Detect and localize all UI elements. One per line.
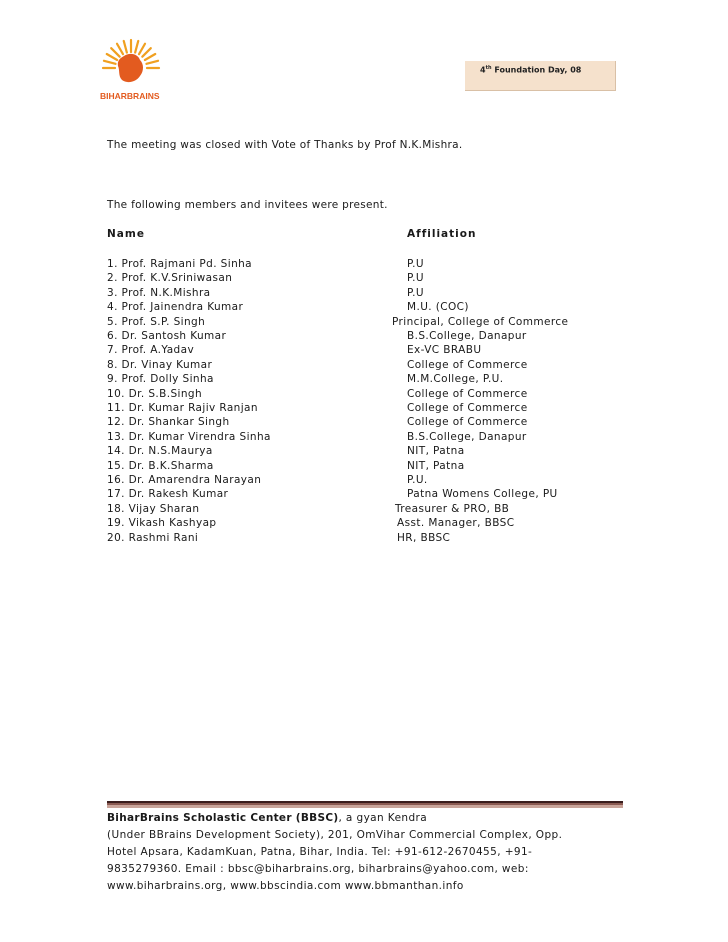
- footer-rule: [107, 801, 623, 808]
- member-affiliation: M.M.College, P.U.: [407, 373, 504, 386]
- member-name: 3. Prof. N.K.Mishra: [107, 286, 211, 299]
- banner-number: 4: [480, 65, 486, 75]
- footer-address: [107, 810, 627, 895]
- member-name: 6. Dr. Santosh Kumar: [107, 330, 227, 342]
- member-name: 2. Prof. K.V.Sriniwasan: [107, 272, 233, 285]
- member-affiliation: P.U: [407, 286, 424, 299]
- member-name: 1. Prof. Rajmani Pd. Sinha: [107, 258, 253, 270]
- member-name: 13. Dr. Kumar Virendra Sinha: [107, 430, 271, 443]
- member-name: 19. Vikash Kashyap: [107, 517, 217, 530]
- member-name: 11. Dr. Kumar Rajiv Ranjan: [107, 402, 258, 414]
- member-affiliation: Patna Womens College, PU: [407, 488, 558, 501]
- member-affiliation: College of Commerce: [407, 416, 528, 429]
- member-affiliation: Ex-VC BRABU: [407, 344, 482, 357]
- member-affiliation: P.U: [407, 272, 424, 285]
- org-tagline: , a gyan Kendra: [338, 812, 428, 824]
- member-affiliation: P.U.: [407, 474, 428, 486]
- members-intro: The following members and invitees were present.: [107, 199, 388, 211]
- member-affiliation: HR, BBSC: [397, 531, 451, 544]
- banner-text: Foundation Day, 08: [491, 65, 582, 75]
- member-name: 16. Dr. Amarendra Narayan: [107, 474, 262, 486]
- banner-ordinal: th: [485, 65, 492, 71]
- footer-line-4: 9835279360. Email : bbsc@biharbrains.org, biharbrains@yahoo.com, web:: [107, 863, 529, 875]
- member-affiliation: Principal, College of Commerce: [392, 315, 569, 328]
- member-affiliation: Treasurer & PRO, BB: [395, 502, 510, 515]
- org-name: BiharBrains Scholastic Center (BBSC): [107, 812, 339, 824]
- member-affiliation: College of Commerce: [407, 387, 528, 400]
- affiliation-column-header: Affiliation: [407, 228, 477, 240]
- closing-statement: The meeting was closed with Vote of Thanks by Prof N.K.Mishra.: [107, 139, 463, 151]
- member-name: 4. Prof. Jainendra Kumar: [107, 301, 244, 314]
- member-affiliation: College of Commerce: [407, 358, 528, 371]
- footer-line-2: (Under BBrains Development Society), 201, OmVihar Commercial Complex, Opp.: [107, 829, 563, 841]
- member-name: 12. Dr. Shankar Singh: [107, 416, 230, 429]
- member-name: 7. Prof. A.Yadav: [107, 344, 195, 357]
- member-affiliation: P.U: [407, 258, 424, 270]
- member-name: 8. Dr. Vinay Kumar: [107, 358, 213, 371]
- member-name: 5. Prof. S.P. Singh: [107, 315, 206, 328]
- name-column-header: Name: [107, 228, 145, 240]
- member-affiliation: B.S.College, Danapur: [407, 430, 527, 443]
- footer-line-3: Hotel Apsara, KadamKuan, Patna, Bihar, India. Tel: +91-612-2670455, +91-: [107, 846, 533, 858]
- member-name: 17. Dr. Rakesh Kumar: [107, 488, 229, 501]
- member-affiliation: M.U. (COC): [407, 301, 469, 314]
- sunburst-map-icon: [100, 38, 162, 94]
- member-name: 10. Dr. S.B.Singh: [107, 387, 203, 400]
- logo-wordmark: BIHARBRAINS: [100, 91, 160, 101]
- member-name: 9. Prof. Dolly Sinha: [107, 373, 214, 386]
- member-name: 18. Vijay Sharan: [107, 502, 200, 515]
- member-name: 14. Dr. N.S.Maurya: [107, 445, 213, 458]
- member-name: 20. Rashmi Rani: [107, 531, 199, 544]
- biharbrains-logo: [100, 38, 162, 104]
- foundation-day-banner: [465, 61, 616, 91]
- member-affiliation: Asst. Manager, BBSC: [397, 517, 515, 530]
- member-name: 15. Dr. B.K.Sharma: [107, 459, 214, 472]
- member-affiliation: NIT, Patna: [407, 459, 465, 472]
- member-affiliation: NIT, Patna: [407, 445, 465, 458]
- footer-line-5: www.biharbrains.org, www.bbscindia.com www.bbmanthan.info: [107, 880, 464, 892]
- member-affiliation: College of Commerce: [407, 402, 528, 414]
- member-affiliation: B.S.College, Danapur: [407, 330, 527, 342]
